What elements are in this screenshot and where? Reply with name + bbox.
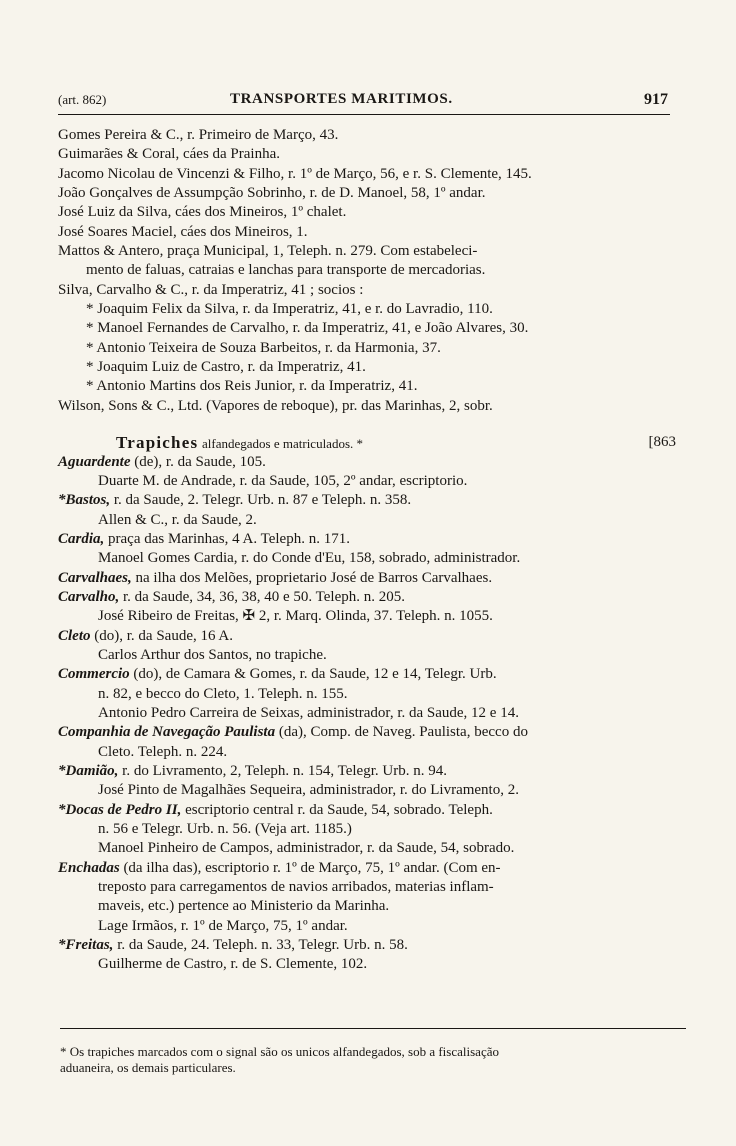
- trapiche-person: Allen & C., r. da Saude, 2.: [98, 511, 257, 528]
- section-heading: [58, 433, 688, 452]
- trapiche-name: *Damião,: [58, 763, 119, 779]
- trapiche-entry: [58, 801, 688, 820]
- trapiche-person: Carlos Arthur dos Santos, no trapiche.: [98, 646, 327, 663]
- partner-line: * Manoel Fernandes de Carvalho, r. da Imperatriz, 41, e João Alvares, 30.: [86, 320, 529, 337]
- entry-line: Mattos & Antero, praça Municipal, 1, Teleph. n. 279. Com estabeleci-: [58, 243, 478, 260]
- trapiche-continuation: n. 56 e Telegr. Urb. n. 56. (Veja art. 1185.): [98, 821, 352, 838]
- trapiche-person: Lage Irmãos, r. 1º de Março, 75, 1º andar.: [98, 917, 348, 934]
- partner-line: * Joaquim Luiz de Castro, r. da Imperatriz, 41.: [86, 359, 366, 376]
- partner-line: * Antonio Martins dos Reis Junior, r. da Imperatriz, 41.: [86, 378, 418, 395]
- footnote-line: * Os trapiches marcados com o signal são os unicos alfandegados, sob a fiscalisação: [60, 1044, 499, 1059]
- entry-line: João Gonçalves de Assumpção Sobrinho, r. de D. Manoel, 58, 1º andar.: [58, 185, 486, 202]
- trapiche-person: José Ribeiro de Freitas, ✠ 2, r. Marq. Olinda, 37. Teleph. n. 1055.: [98, 608, 493, 625]
- trapiche-name: Companhia de Navegação Paulista: [58, 724, 276, 741]
- trapiche-details: (do), de Camara & Gomes, r. da Saude, 12 e 14, Telegr. Urb.: [129, 666, 497, 683]
- trapiche-name: *Bastos,: [58, 492, 111, 509]
- trapiche-details: escriptorio central r. da Saude, 54, sobrado. Teleph.: [181, 801, 493, 818]
- trapiche-details: (do), r. da Saude, 16 A.: [90, 627, 233, 644]
- trapiche-entry: [58, 859, 688, 878]
- trapiche-name: Carvalho,: [58, 588, 120, 605]
- trapiche-entry: [58, 627, 688, 646]
- trapiche-name: Cardia,: [58, 530, 105, 547]
- trapiche-entry: [58, 569, 688, 588]
- trapiche-name: *Docas de Pedro II,: [58, 801, 182, 818]
- trapiche-entry: [58, 762, 688, 781]
- section-ref: [863: [648, 434, 676, 451]
- trapiche-name: Commercio: [58, 666, 130, 683]
- trapiche-details: (da), Comp. de Naveg. Paulista, becco do: [275, 724, 528, 741]
- entry-line: Guimarães & Coral, cáes da Prainha.: [58, 146, 281, 163]
- trapiche-details: r. do Livramento, 2, Teleph. n. 154, Telegr. Urb. n. 94.: [118, 763, 447, 779]
- directory-listing: [58, 126, 688, 975]
- trapiche-entry: [58, 588, 688, 607]
- trapiche-person: Duarte M. de Andrade, r. da Saude, 105, 2º andar, escriptorio.: [98, 472, 468, 489]
- trapiche-name: Carvalhaes,: [58, 569, 132, 586]
- trapiche-name: Aguardente: [58, 453, 131, 470]
- trapiche-person: José Pinto de Magalhães Sequeira, administrador, r. do Livramento, 2.: [98, 782, 519, 799]
- trapiche-name: Cleto: [58, 627, 91, 644]
- trapiche-continuation: Cleto. Teleph. n. 224.: [98, 743, 228, 760]
- trapiche-person: Manoel Gomes Cardia, r. do Conde d'Eu, 158, sobrado, administrador.: [98, 550, 521, 567]
- trapiche-list: [58, 453, 688, 975]
- footnote-rule: [60, 1028, 686, 1029]
- trapiche-details: praça das Marinhas, 4 A. Teleph. n. 171.: [104, 530, 350, 547]
- entry-line: José Soares Maciel, cáes dos Mineiros, 1.: [58, 223, 308, 240]
- page-header: [58, 88, 670, 115]
- trapiche-entry: [58, 530, 688, 549]
- trapiche-entry: [58, 723, 688, 742]
- entry-continuation: mento de faluas, catraias e lanchas para transporte de mercadorias.: [86, 262, 486, 279]
- partner-line: * Antonio Teixeira de Souza Barbeitos, r. da Harmonia, 37.: [86, 339, 441, 356]
- trapiche-details: r. da Saude, 2. Telegr. Urb. n. 87 e Teleph. n. 358.: [110, 492, 412, 509]
- section-title: Trapiches: [116, 433, 199, 453]
- trapiche-details: r. da Saude, 34, 36, 38, 40 e 50. Teleph. n. 205.: [119, 588, 405, 605]
- trapiche-details: (de), r. da Saude, 105.: [130, 453, 266, 470]
- footnote-line: aduaneira, os demais particulares.: [60, 1060, 236, 1075]
- trapiche-person: Manoel Pinheiro de Campos, administrador, r. da Saude, 54, sobrado.: [98, 840, 515, 857]
- section-subtitle: alfandegados e matriculados. *: [202, 436, 364, 452]
- entry-line: Jacomo Nicolau de Vincenzi & Filho, r. 1º de Março, 56, e r. S. Clemente, 145.: [58, 165, 532, 182]
- entry-line: Silva, Carvalho & C., r. da Imperatriz, 41 ; socios :: [58, 281, 364, 298]
- trapiche-person: Antonio Pedro Carreira de Seixas, administrador, r. da Saude, 12 e 14.: [98, 704, 519, 721]
- trapiche-continuation: treposto para carregamentos de navios arribados, materias inflam-: [98, 879, 494, 896]
- trapiche-name: Enchadas: [58, 859, 120, 876]
- trapiche-details: na ilha dos Melões, proprietario José de Barros Carvalhaes.: [131, 569, 493, 586]
- trapiche-entry: [58, 936, 688, 955]
- trapiche-continuation: maveis, etc.) pertence ao Ministerio da Marinha.: [98, 898, 390, 915]
- footnote: [60, 1044, 700, 1076]
- trapiche-entry: [58, 665, 688, 684]
- trapiche-details: (da ilha das), escriptorio r. 1º de Março, 75, 1º andar. (Com en-: [119, 859, 501, 876]
- page-title: TRANSPORTES MARITIMOS.: [230, 91, 453, 107]
- page-number: 917: [644, 91, 668, 108]
- trapiche-name: *Freitas,: [58, 937, 114, 954]
- article-ref: (art. 862): [58, 92, 107, 107]
- entry-line: Wilson, Sons & C., Ltd. (Vapores de reboque), pr. das Marinhas, 2, sobr.: [58, 397, 493, 414]
- trapiche-continuation: n. 82, e becco do Cleto, 1. Teleph. n. 155.: [98, 685, 348, 702]
- entry-line: Gomes Pereira & C., r. Primeiro de Março, 43.: [58, 127, 339, 143]
- trapiche-entry: [58, 453, 688, 472]
- trapiche-details: r. da Saude, 24. Teleph. n. 33, Telegr. Urb. n. 58.: [113, 937, 408, 954]
- trapiche-person: Guilherme de Castro, r. de S. Clemente, 102.: [98, 956, 368, 973]
- partner-line: * Joaquim Felix da Silva, r. da Imperatriz, 41, e r. do Lavradio, 110.: [86, 301, 493, 318]
- entry-line: José Luiz da Silva, cáes dos Mineiros, 1º chalet.: [58, 204, 347, 221]
- trapiche-entry: [58, 491, 688, 510]
